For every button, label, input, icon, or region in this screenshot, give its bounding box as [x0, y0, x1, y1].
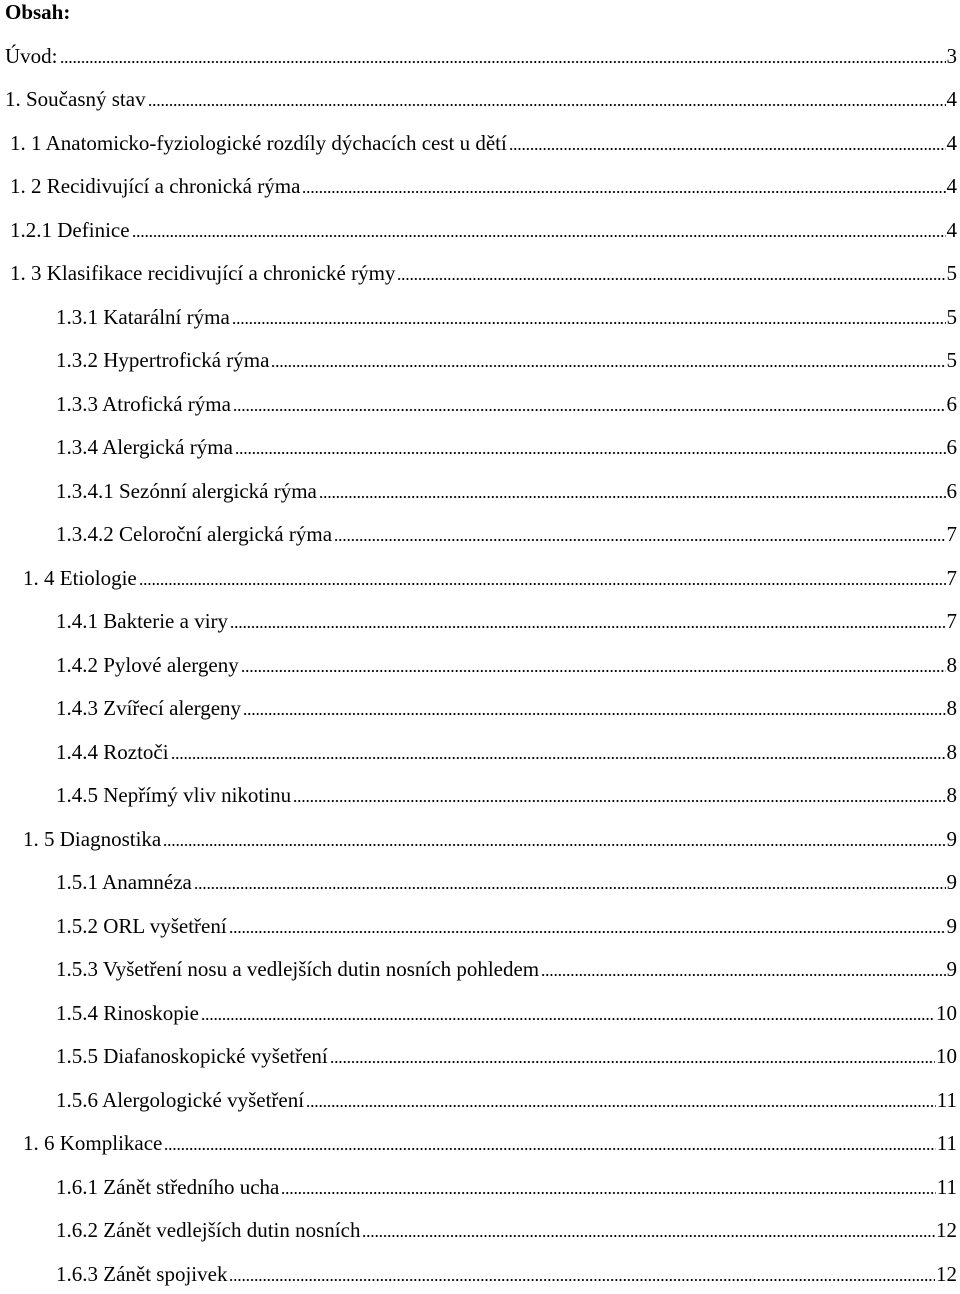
toc-entry-title: 1.6.2 Zánět vedlejších dutin nosních — [56, 1218, 361, 1242]
toc-entry-title: 1.5.6 Alergologické vyšetření — [56, 1087, 305, 1112]
dot-leader — [233, 409, 946, 411]
toc-entry-title: 1. 1 Anatomicko-fyziologické rozdíly dýchacích cest u dětí — [10, 130, 507, 155]
toc-entry-title: 1.3.4.1 Sezónní alergická rýma — [56, 478, 317, 503]
dot-leader — [132, 235, 946, 237]
toc-entry-title: 1.3.2 Hypertrofická rýma — [56, 348, 270, 372]
toc-entry[interactable] — [0, 728, 960, 772]
toc-entry[interactable] — [0, 598, 960, 642]
dot-leader — [229, 1279, 935, 1281]
toc-entry-page-number: 12 — [936, 1261, 957, 1286]
toc-entry-page-number: 8 — [946, 696, 957, 720]
toc-entry-page-number: 12 — [936, 1218, 957, 1242]
toc-entry-page-number: 10 — [936, 1000, 957, 1025]
toc-entry-title: 1. Současný stav — [5, 87, 146, 111]
toc-entry[interactable] — [0, 902, 960, 946]
toc-entry-title: 1.5.5 Diafanoskopické vyšetření — [56, 1044, 328, 1068]
toc-entry[interactable] — [0, 946, 960, 990]
dot-leader — [397, 278, 945, 280]
toc-entry-title: 1.4.5 Nepřímý vliv nikotinu — [56, 783, 292, 807]
toc-entry-title: 1.3.3 Atrofická rýma — [56, 391, 231, 416]
toc-entry-page-number: 7 — [946, 522, 957, 546]
dot-leader — [148, 104, 946, 106]
toc-entry-title: 1. 6 Komplikace — [23, 1131, 163, 1155]
toc-entry-page-number: 4 — [946, 87, 957, 111]
dot-leader — [241, 670, 946, 672]
dot-leader — [319, 496, 946, 498]
toc-entry-title: 1.6.1 Zánět středního ucha — [56, 1174, 280, 1199]
dot-leader — [230, 626, 945, 628]
toc-entry-page-number: 11 — [936, 1131, 957, 1155]
toc-entry-page-number: 6 — [946, 478, 957, 503]
toc-entry-page-number: 6 — [946, 435, 957, 459]
toc-entry[interactable] — [0, 337, 960, 381]
toc-entry-title: 1. 3 Klasifikace recidivující a chronické rýmy — [10, 261, 396, 285]
toc-entry-page-number: 8 — [946, 739, 957, 764]
dot-leader — [334, 539, 945, 541]
toc-entry[interactable] — [0, 554, 960, 598]
dot-leader — [229, 931, 946, 933]
toc-entry-title: 1.5.3 Vyšetření nosu a vedlejších dutin nosních pohledem — [56, 957, 540, 981]
dot-leader — [164, 1148, 935, 1150]
toc-entry-page-number: 8 — [946, 652, 957, 677]
dot-leader — [232, 322, 946, 324]
toc-entry[interactable] — [0, 1120, 960, 1164]
toc-entry[interactable] — [0, 250, 960, 294]
toc-entry-title: 1.4.3 Zvířecí alergeny — [56, 696, 242, 720]
toc-entry-title: 1. 2 Recidivující a chronická rýma — [10, 174, 301, 198]
toc-entry-title: 1. 5 Diagnostika — [23, 826, 162, 851]
toc-entry-page-number: 8 — [946, 783, 957, 807]
toc-entry[interactable] — [0, 206, 960, 250]
toc-entry-title: 1.5.1 Anamnéza — [56, 870, 192, 894]
dot-leader — [194, 887, 946, 889]
dot-leader — [171, 757, 946, 759]
dot-leader — [243, 713, 945, 715]
toc-entry[interactable] — [0, 859, 960, 903]
dot-leader — [541, 974, 945, 976]
dot-leader — [139, 583, 946, 585]
toc-entry-page-number: 9 — [946, 957, 957, 981]
toc-entry[interactable] — [0, 163, 960, 207]
toc-entry-page-number: 11 — [936, 1174, 957, 1199]
toc-entry-page-number: 9 — [946, 913, 957, 938]
toc-entry[interactable] — [0, 511, 960, 555]
toc-entry[interactable] — [0, 424, 960, 468]
toc-entry-title: 1.4.2 Pylové alergeny — [56, 652, 239, 677]
toc-entry[interactable] — [0, 1033, 960, 1077]
toc-entry[interactable] — [0, 641, 960, 685]
toc-entry-title: 1.5.2 ORL vyšetření — [56, 913, 227, 938]
dot-leader — [201, 1018, 935, 1020]
toc-entry[interactable] — [0, 467, 960, 511]
toc-entry-title: 1.5.4 Rinoskopie — [56, 1000, 199, 1025]
dot-leader — [60, 61, 946, 63]
toc-entry[interactable] — [0, 685, 960, 729]
toc-entry-page-number: 5 — [946, 348, 957, 372]
toc-entry[interactable] — [0, 1076, 960, 1120]
toc-entry-page-number: 7 — [946, 609, 957, 633]
toc-entry-title: 1. 4 Etiologie — [23, 565, 137, 590]
toc-entry-page-number: 5 — [946, 304, 957, 329]
toc-entry[interactable] — [0, 772, 960, 816]
toc-entry-page-number: 7 — [946, 565, 957, 590]
toc-entry[interactable] — [0, 1207, 960, 1251]
toc-entry-title: 1.3.4 Alergická rýma — [56, 435, 233, 459]
toc-entry[interactable] — [0, 1250, 960, 1294]
toc-entry[interactable] — [0, 32, 960, 76]
toc-entry-page-number: 4 — [946, 130, 957, 155]
toc-heading: Obsah: — [5, 0, 71, 24]
toc-entry[interactable] — [0, 989, 960, 1033]
toc-entry-title: 1.3.4.2 Celoroční alergická rýma — [56, 522, 333, 546]
toc-entry-page-number: 3 — [946, 43, 957, 68]
toc-entry-page-number: 5 — [946, 261, 957, 285]
toc-entry-page-number: 11 — [936, 1087, 957, 1112]
toc-entry-page-number: 9 — [946, 870, 957, 894]
dot-leader — [330, 1061, 935, 1063]
toc-entry[interactable] — [0, 293, 960, 337]
toc-entry-page-number: 10 — [936, 1044, 957, 1068]
toc-entry[interactable] — [0, 815, 960, 859]
toc-entry-page-number: 4 — [946, 174, 957, 198]
dot-leader — [306, 1105, 936, 1107]
dot-leader — [163, 844, 945, 846]
dot-leader — [293, 800, 945, 802]
toc-entry-title: 1.4.1 Bakterie a viry — [56, 609, 229, 633]
toc-entry-title: 1.2.1 Definice — [10, 217, 130, 242]
toc-entry[interactable] — [0, 76, 960, 120]
toc-entry[interactable] — [0, 1163, 960, 1207]
dot-leader — [362, 1235, 935, 1237]
dot-leader — [302, 191, 945, 193]
toc-entry[interactable] — [0, 380, 960, 424]
toc-entry-title: 1.6.3 Zánět spojivek — [56, 1261, 228, 1286]
dot-leader — [271, 365, 945, 367]
toc-entry-page-number: 6 — [946, 391, 957, 416]
toc-entry-title: 1.4.4 Roztoči — [56, 739, 169, 764]
dot-leader — [235, 452, 946, 454]
toc-entry-page-number: 4 — [946, 217, 957, 242]
toc-entry[interactable] — [0, 119, 960, 163]
dot-leader — [509, 148, 946, 150]
toc-entry-page-number: 9 — [946, 826, 957, 851]
toc-entry-title: Úvod: — [5, 43, 58, 68]
toc-entry-title: 1.3.1 Katarální rýma — [56, 304, 230, 329]
toc-list — [0, 32, 960, 1294]
dot-leader — [281, 1192, 935, 1194]
